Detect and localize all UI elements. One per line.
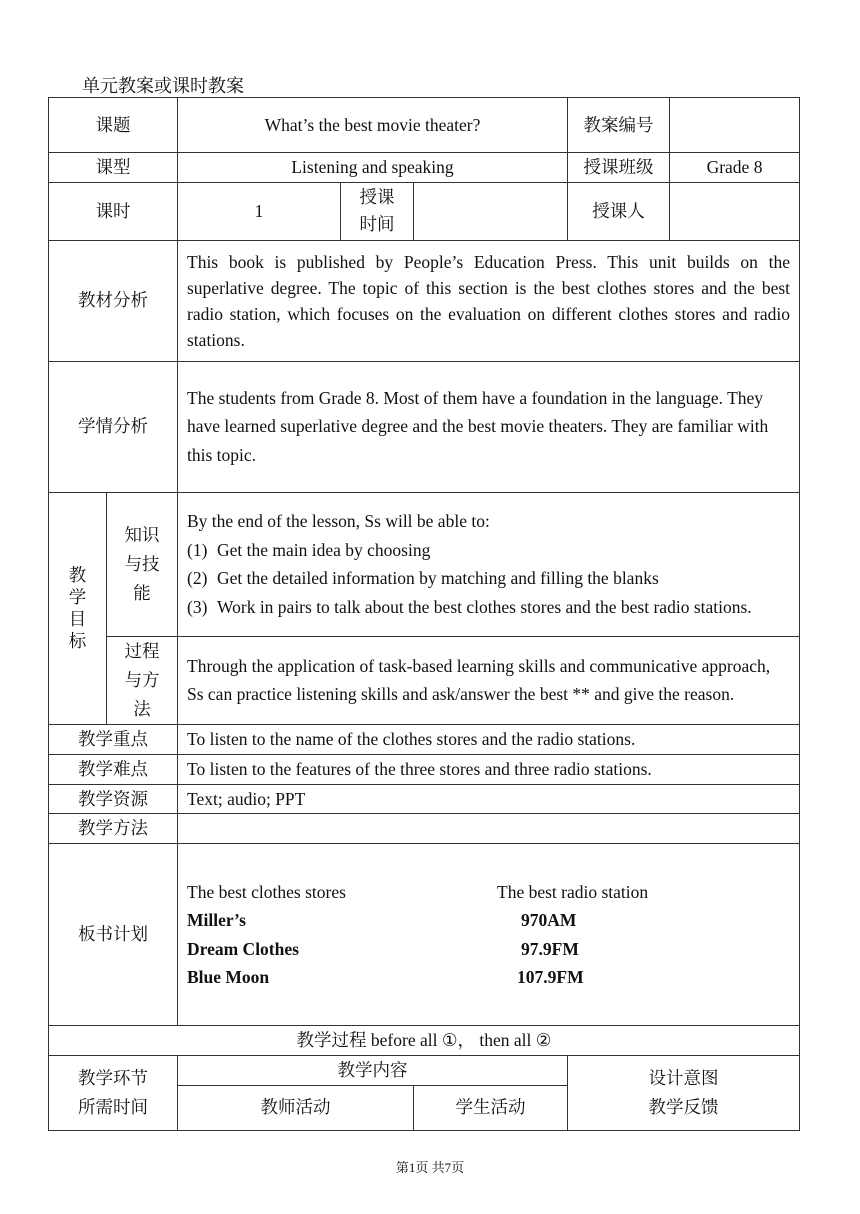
key-points-label: 教学重点: [49, 724, 178, 754]
intent-header-line-2: 教学反馈: [648, 1096, 719, 1117]
stage-header-line-1: 教学环节: [78, 1068, 148, 1089]
clothes-store-item: Dream Clothes: [187, 938, 299, 959]
knowledge-skills-content: [178, 492, 800, 636]
type-label: 课型: [49, 153, 178, 183]
methods-text: [178, 814, 800, 844]
objective-number: (1): [187, 539, 208, 560]
difficult-points-label: 教学难点: [49, 754, 178, 784]
objective-text: Get the detailed information by matching and filling the blanks: [217, 568, 659, 588]
document-heading: 单元教案或课时教案: [82, 76, 244, 96]
row-process-title: [49, 1026, 800, 1056]
student-analysis-text: The students from Grade 8. Most of them have a foundation in the language. They have learned superlative degree and the best movie theaters. They are familiar with this topic.: [178, 361, 800, 492]
time-label-line-1: 授课: [359, 187, 395, 207]
process-title: 教学过程 before all ①， then all ②: [49, 1026, 800, 1056]
resources-text: Text; audio; PPT: [178, 784, 800, 814]
objective-number: (3): [187, 596, 208, 617]
class-value: Grade 8: [670, 153, 800, 183]
page-footer: 第1页 共7页: [395, 1160, 465, 1175]
difficult-points-text: To listen to the features of the three stores and three radio stations.: [178, 754, 800, 784]
row-period: [49, 182, 800, 240]
row-student-analysis: [49, 361, 800, 492]
board-layout: [187, 878, 790, 992]
teacher-activity-header: 教师活动: [178, 1085, 414, 1130]
time-label: [341, 182, 414, 240]
knowledge-label-line-3: 能: [133, 582, 151, 603]
board-left-header: The best clothes stores: [187, 881, 346, 902]
objectives-char-3: 目: [68, 609, 87, 629]
content-header: 教学内容: [178, 1056, 568, 1086]
radio-station-item: 107.9FM: [517, 967, 584, 987]
objectives-list: [187, 536, 790, 622]
objective-item: [187, 593, 790, 622]
key-points-text: To listen to the name of the clothes stores and the radio stations.: [178, 724, 800, 754]
teacher-label: 授课人: [568, 182, 670, 240]
row-process-header-1: [49, 1056, 800, 1086]
objectives-char-4: 标: [68, 631, 87, 651]
process-label-line-1: 过程: [124, 640, 160, 661]
clothes-store-item: Miller’s: [187, 910, 246, 930]
material-analysis-label: 教材分析: [49, 240, 178, 361]
row-material-analysis: [49, 240, 800, 361]
teacher-value: [670, 182, 800, 240]
row-key-points: [49, 724, 800, 754]
row-objectives-knowledge: [49, 492, 800, 636]
row-board-plan: [49, 844, 800, 1026]
radio-station-item: 97.9FM: [521, 938, 579, 959]
period-label: 课时: [49, 182, 178, 240]
type-value: Listening and speaking: [178, 153, 568, 183]
process-label-line-2: 与方: [124, 669, 160, 690]
process-methods-text: Through the application of task-based learning skills and communicative approach, Ss can practice listening skills and ask/answer the best ** and give the reason.: [178, 636, 800, 724]
topic-label: 课题: [49, 98, 178, 153]
objective-item: [187, 564, 790, 593]
class-label: 授课班级: [568, 153, 670, 183]
knowledge-label-line-2: 与技: [124, 553, 160, 574]
time-label-line-2: 时间: [359, 214, 395, 234]
student-analysis-label: 学情分析: [49, 361, 178, 492]
row-type: [49, 153, 800, 183]
plan-code-label: 教案编号: [568, 98, 670, 153]
objectives-label: [49, 492, 107, 724]
student-activity-header: 学生活动: [414, 1085, 568, 1130]
row-objectives-process: [49, 636, 800, 724]
process-label-line-3: 法: [133, 698, 151, 719]
period-value: 1: [178, 182, 341, 240]
process-methods-label: [107, 636, 178, 724]
time-value: [414, 182, 568, 240]
board-plan-content: [178, 844, 800, 1026]
objective-number: (2): [187, 568, 208, 588]
board-plan-label: 板书计划: [49, 844, 178, 1026]
row-methods: [49, 814, 800, 844]
objective-text: Work in pairs to talk about the best clothes stores and the best radio stations.: [217, 596, 752, 617]
board-right-header: The best radio station: [497, 881, 649, 902]
row-difficult-points: [49, 754, 800, 784]
knowledge-label-line-1: 知识: [124, 524, 160, 545]
material-analysis-text: This book is published by People’s Education Press. This unit builds on the superlative degree. The topic of this section is the best clothes stores and the best radio station, which focuses on the evaluation on different clothes stores and radio stations.: [178, 240, 800, 361]
objectives-char-2: 学: [68, 587, 87, 607]
objectives-intro: By the end of the lesson, Ss will be able to:: [187, 511, 490, 531]
objective-text: Get the main idea by choosing: [217, 539, 431, 560]
intent-header-line-1: 设计意图: [648, 1068, 719, 1089]
objective-item: [187, 536, 790, 565]
stage-header-line-2: 所需时间: [78, 1096, 148, 1117]
lesson-plan-table: [48, 97, 800, 1131]
methods-label: 教学方法: [49, 814, 178, 844]
resources-label: 教学资源: [49, 784, 178, 814]
row-resources: [49, 784, 800, 814]
topic-value: What’s the best movie theater?: [178, 98, 568, 153]
clothes-store-item: Blue Moon: [187, 967, 270, 987]
knowledge-skills-label: [107, 492, 178, 636]
row-topic: [49, 98, 800, 153]
plan-code-value: [670, 98, 800, 153]
stage-time-header: [49, 1056, 178, 1131]
intent-feedback-header: [568, 1056, 800, 1131]
radio-station-item: 970AM: [521, 910, 577, 930]
objectives-char-1: 教: [68, 565, 87, 585]
